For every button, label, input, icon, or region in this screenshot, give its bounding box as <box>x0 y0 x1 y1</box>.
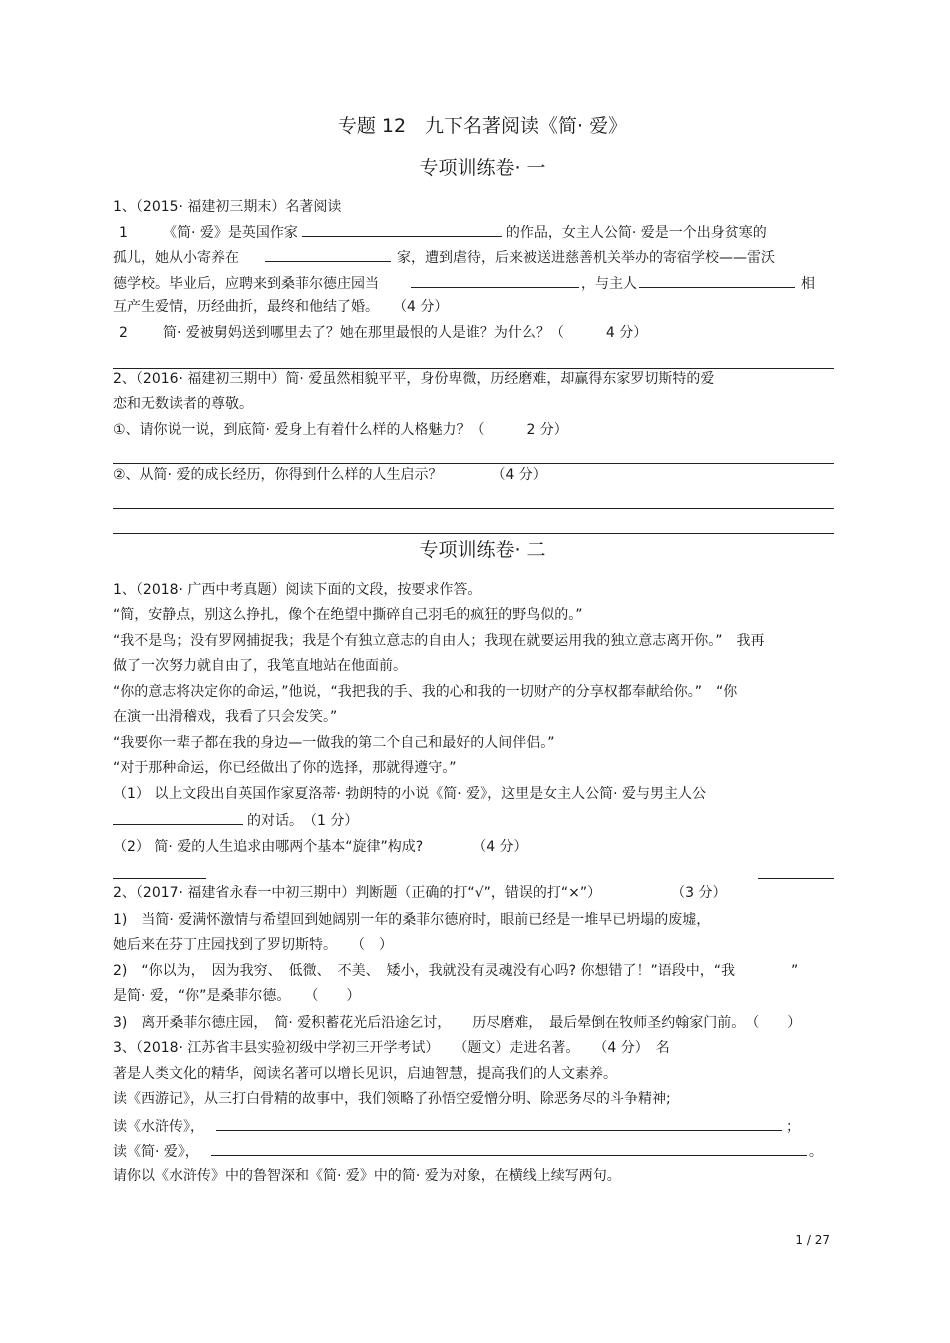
s2q3-line-2: 著是人类文化的精华，阅读名著可以增长见识，启迪智慧，提高我们的人文素养。 <box>113 1066 617 1082</box>
answer-line[interactable] <box>113 533 834 534</box>
answer-blank[interactable] <box>265 246 391 262</box>
q1-line-5: 2 简· 爱被舅妈送到哪里去了？她在那里最恨的人是谁？为什么？（ 4 分） <box>113 323 647 343</box>
answer-blank[interactable] <box>211 1140 807 1156</box>
judge-item-1b: 她后来在芬丁庄园找到了罗切斯特。 （ ） <box>113 937 393 953</box>
q1-line-1: 1 《简· 爱》是英国作家 的作品，女主人公简· 爱是一个出身贫寒的 <box>113 221 767 243</box>
s2q1-sub-2: （2） 简· 爱的人生追求由哪两个基本“旋律”构成? （4 分） <box>113 839 528 855</box>
q2-line-3: ①、请你说一说，到底简· 爱身上有着什么样的人格魅力？（ 2 分） <box>113 422 568 438</box>
judge-item-2b: 是简· 爱，“你”是桑菲尔德。 （ ） <box>113 988 361 1004</box>
answer-line[interactable] <box>113 878 206 879</box>
q1-line-3: 德学校。毕业后，应聘来到桑菲尔德庄园当 ，与主人 相 <box>113 272 815 294</box>
s2q3-line-3: 读《西游记》，从三打白骨精的故事中，我们领略了孙悟空爱憎分明、除恶务尽的斗争精神; <box>113 1091 671 1107</box>
q2-line-4: ②、从简· 爱的成长经历，你得到什么样的人生启示？ （4 分） <box>113 467 547 483</box>
answer-line[interactable] <box>113 463 834 464</box>
passage-line: 做了一次努力就自由了，我笔直地站在他面前。 <box>113 658 407 674</box>
q2-line-1: 2、（2016· 福建初三期中）简· 爱虽然相貌平平，身份卑微，历经磨难，却赢得东家罗切斯特的爱 <box>113 371 715 387</box>
answer-blank[interactable] <box>302 221 502 237</box>
section-heading-2: 专项训练卷· 二 <box>419 539 546 561</box>
s2q3-line-6: 请你以《水浒传》中的鲁智深和《简· 爱》中的简· 爱为对象，在横线上续写两句。 <box>113 1168 621 1184</box>
q1-heading: 1、（2015· 福建初三期末）名著阅读 <box>113 199 342 215</box>
judge-item-1: 1) 当简· 爱满怀激情与希望回到她阔别一年的桑菲尔德府时，眼前已经是一堆早已坍塌的废墟， <box>113 912 711 928</box>
passage-line: “我不是鸟；没有罗网捕捉我；我是个有独立意志的自由人；我现在就要运用我的独立意志离开你。” 我再 <box>113 633 765 649</box>
passage-line: 在演一出滑稽戏，我看了只会发笑。” <box>113 709 338 725</box>
q1-line-4: 互产生爱情，历经曲折，最终和他结了婚。 （4 分） <box>113 299 449 315</box>
answer-blank[interactable] <box>113 809 243 825</box>
s2q1-sub-1b: 的对话。 （1 分） <box>113 809 358 831</box>
passage-line: “对于那种命运，你已经做出了你的选择，那就得遵守。” <box>113 760 457 776</box>
answer-line[interactable] <box>113 508 834 509</box>
q2-line-2: 恋和无数读者的尊敬。 <box>113 396 253 412</box>
answer-line[interactable] <box>758 878 834 879</box>
passage-line: “你的意志将决定你的命运，”他说，“我把我的手、我的心和我的一切财产的分享权都奉献给你。” “你 <box>113 684 738 700</box>
q1-line-2: 孤儿，她从小寄养在 家，遭到虐待，后来被送进慈善机关举办的寄宿学校——雷沃 <box>113 246 775 268</box>
s2q3-line-5: 读《简· 爱》， 。 <box>113 1140 823 1162</box>
judge-item-3: 3) 离开桑菲尔德庄园， 简· 爱积蓄花光后沿途乞讨， 历尽磨难， 最后晕倒在牧师圣约翰家门前。 （ ） <box>113 1015 802 1031</box>
judge-item-2: 2) “你以为， 因为我穷、 低微、 不美、 矮小，我就没有灵魂没有心吗? 你想错了！”语段中，“我 ” <box>113 963 799 979</box>
item-number: 2 <box>119 325 128 341</box>
passage-line: “简，安静点，别这么挣扎，像个在绝望中撕碎自己羽毛的疯狂的野鸟似的。” <box>113 607 583 623</box>
answer-blank[interactable] <box>216 1115 782 1131</box>
s2q3-heading: 3、（2018· 江苏省丰县实验初级中学初三开学考试） （题文）走进名著。 （4 分） 名 <box>113 1040 670 1056</box>
document-title: 专题 12 九下名著阅读《简· 爱》 <box>337 115 628 137</box>
s2q3-line-4: 读《水浒传》， ； <box>113 1115 800 1137</box>
s2q1-sub-1: （1） 以上文段出自英国作家夏洛蒂· 勃朗特的小说《简· 爱》，这里是女主人公简· 爱与男主人公 <box>113 786 707 802</box>
section-heading-1: 专项训练卷· 一 <box>419 157 546 179</box>
page-number: 1 / 27 <box>795 1233 830 1247</box>
answer-blank[interactable] <box>411 272 579 288</box>
passage-line: “我要你一辈子都在我的身边—一做我的第二个自己和最好的人间伴侣。” <box>113 735 555 751</box>
answer-blank[interactable] <box>639 272 795 288</box>
s2q1-heading: 1、（2018· 广西中考真题）阅读下面的文段，按要求作答。 <box>113 582 482 598</box>
item-number: 1 <box>119 225 128 241</box>
s2q2-heading: 2、（2017· 福建省永春一中初三期中）判断题（正确的打“√”，错误的打“×”） （3 分） <box>113 885 727 901</box>
